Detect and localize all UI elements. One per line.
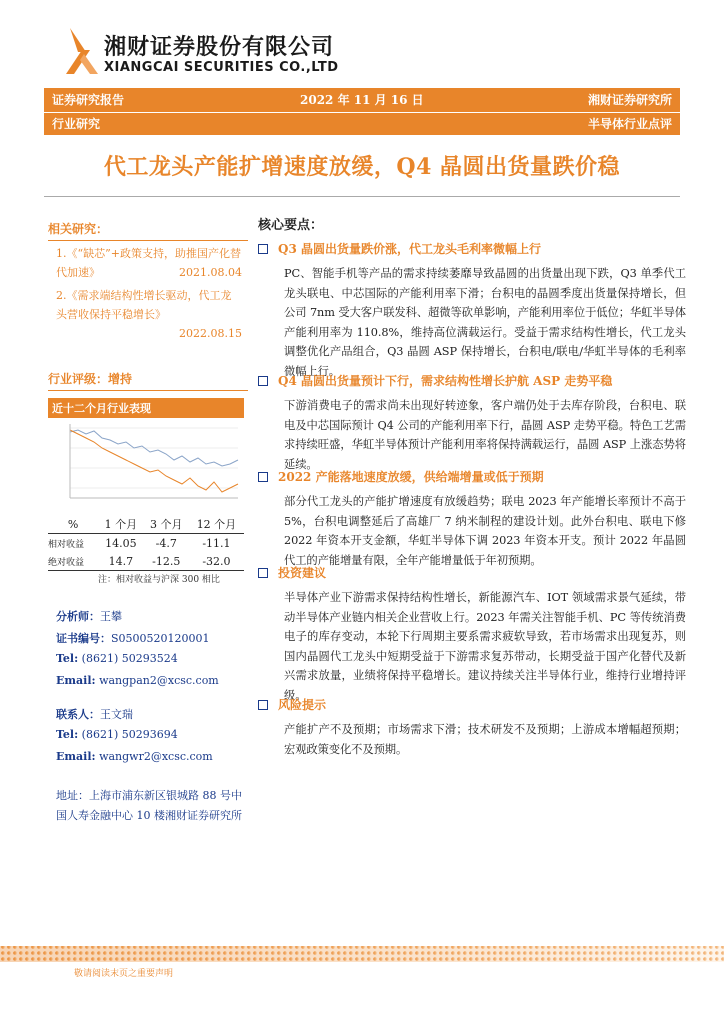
table-cell: 14.05 <box>105 536 137 550</box>
analyst-tel: (8621) 50293524 <box>81 652 178 665</box>
related-item[interactable] <box>56 286 242 343</box>
header-band-top <box>44 88 680 112</box>
square-bullet-icon <box>258 700 268 710</box>
analyst-label: 分析师： <box>56 610 100 623</box>
section-body: 部分代工龙头的产能扩增速度有放缓趋势；联电 2023 年产能增长率预计不高于 5%，台积电调整延后了高雄厂 7 纳米制程的建设计划。此外台积电、联电下修 2022 年资本开支金额，华虹半导体下调 2023 年资本开支。预计 2022 年晶圆代工的产能增量有限，全年产能增量低于年初预期。 <box>284 495 686 567</box>
table-row-label: 相对收益 <box>48 539 85 550</box>
related-research-header <box>48 218 248 241</box>
analyst-name: 王攀 <box>100 610 122 623</box>
page-title: 代工龙头产能扩增速度放缓，Q4 晶圆出货量跌价稳 <box>103 154 621 180</box>
section-body: 下游消费电子的需求尚未出现好转迹象，客户端仍处于去库存阶段，台积电、联电及中芯国际预计 Q4 公司的产能利用率下行，晶圆 ASP 走势平稳。特色工艺需求持续旺盛，华虹半导体预计产能利用率将保持满载运行，晶圆 ASP 上涨态势将延续。 <box>284 399 686 471</box>
table-cell: -32.0 <box>189 552 244 571</box>
section-body: PC、智能手机等产品的需求持续萎靡导致晶圆的出货量出现下跌，Q3 单季代工龙头联电、中芯国际的产能利用率下滑；台积电的晶圆季度出货量保持增长，但公司 7nm 受大客户联发科、超微等砍单影响，产能利用率位于低位；华虹半导体产能利用率为 110.8%，维持高位满载运行。受益于需求结构性增长，代工龙头调整优化产品组合，Q3 晶圆 ASP 保持增长，台积电/联电/华虹半导体的毛利率微幅上行。 <box>284 267 686 378</box>
related-item-date: 2021.08.04 <box>179 266 242 279</box>
performance-chart-plot <box>48 418 244 508</box>
section-heading: 投资建议 <box>258 564 686 582</box>
table-header-row <box>48 515 244 534</box>
table-cell: -11.1 <box>202 536 231 550</box>
table-cell: -12.5 <box>144 552 189 571</box>
contact-label: 联系人： <box>56 708 100 721</box>
institute: 湘财证券研究所 <box>587 93 672 107</box>
company-logo <box>64 26 100 78</box>
section <box>258 564 686 705</box>
section <box>258 468 686 570</box>
table-header-cell: 3 个月 <box>144 515 189 534</box>
report-type: 证券研究报告 <box>52 93 125 107</box>
analyst-cert-line <box>56 630 210 646</box>
square-bullet-icon <box>258 472 268 482</box>
core-points-title: 核心要点： <box>258 218 324 233</box>
section <box>258 372 686 474</box>
contact-email[interactable]: wangwr2@xcsc.com <box>99 750 213 763</box>
sector-line <box>70 430 238 492</box>
analyst-email-line <box>56 674 219 687</box>
title-divider <box>44 196 680 197</box>
performance-chart <box>48 398 244 510</box>
performance-table <box>48 515 244 571</box>
analyst-email[interactable]: wangpan2@xcsc.com <box>99 674 219 687</box>
section-heading: Q4 晶圆出货量预计下行，需求结构性增长护航 ASP 走势平稳 <box>258 372 686 390</box>
table-header-cell: 1 个月 <box>98 515 143 534</box>
square-bullet-icon <box>258 244 268 254</box>
square-bullet-icon <box>258 376 268 386</box>
table-header-cell: % <box>48 515 98 534</box>
related-item-date: 2022.08.15 <box>179 327 242 340</box>
contact-email-line <box>56 750 213 763</box>
rating-header <box>48 368 248 391</box>
section-heading: 2022 产能落地速度放缓，供给端增量或低于预期 <box>258 468 686 486</box>
section-heading: Q3 晶圆出货量跌价涨，代工龙头毛利率微幅上行 <box>258 240 686 258</box>
square-bullet-icon <box>258 568 268 578</box>
table-cell: -4.7 <box>155 536 177 550</box>
contact-name: 王文瑞 <box>100 708 133 721</box>
report-date: 2022 年 11 月 16 日 <box>300 93 424 107</box>
category: 行业研究 <box>52 117 101 131</box>
related-item-text: 2.《需求端结构性增长驱动，代工龙头营收保持平稳增长》 <box>56 289 232 321</box>
related-item-text: 1.《“缺芯”+政策支持，助推国产化替代加速》 <box>56 247 241 279</box>
tel-label: Tel: <box>56 728 79 741</box>
contact-tel-line <box>56 728 178 741</box>
header-band-bottom <box>44 113 680 135</box>
footer-dot-band <box>0 944 724 964</box>
tel-label: Tel: <box>56 652 79 665</box>
table-row <box>48 552 244 571</box>
email-label: Email: <box>56 674 96 687</box>
table-row <box>48 534 244 553</box>
section-body: 半导体产业下游需求保持结构性增长，新能源汽车、IOT 领域需求景气延续，带动半导体产业链内相关企业营收上行。2023 年需关注智能手机、PC 等传统消费电子的库存变动，本轮下行周期主要系需求疲软导致，若市场需求出现复苏，则国内晶圆代工龙头中短期受益于下游需求复苏带动，长期受益于国产化替代及新兴需求放量，业绩将保持平稳增长。建议持续关注半导体行业，维持行业增持评级。 <box>284 591 686 702</box>
related-item[interactable] <box>56 244 242 282</box>
chart-title: 近十二个月行业表现 <box>48 400 244 418</box>
related-research-title: 相关研究： <box>48 222 109 236</box>
company-name-cn: 湘财证券股份有限公司 <box>104 35 335 60</box>
footer-disclaimer: 敬请阅读末页之重要声明 <box>74 969 174 979</box>
section-heading: 风险提示 <box>258 696 686 714</box>
contact-name-line <box>56 706 133 722</box>
table-header-cell: 12 个月 <box>189 515 244 534</box>
section-body: 产能扩产不及预期；市场需求下滑；技术研发不及预期；上游成本增幅超预期；宏观政策变化不及预期。 <box>284 723 686 756</box>
sub-category: 半导体行业点评 <box>587 117 672 131</box>
table-cell: 14.7 <box>98 552 143 571</box>
analyst-tel-line <box>56 652 178 665</box>
cert-label: 证书编号： <box>56 632 111 645</box>
address: 地址：上海市浦东新区银城路 88 号中国人寿金融中心 10 楼湘财证券研究所 <box>56 789 242 822</box>
section <box>258 696 686 759</box>
analyst-cert: S0500520120001 <box>111 632 210 645</box>
analyst-name-line <box>56 608 122 624</box>
industry-rating: 行业评级：增持 <box>48 372 133 386</box>
contact-tel: (8621) 50293694 <box>81 728 178 741</box>
email-label: Email: <box>56 750 96 763</box>
table-note: 注：相对收益与沪深 300 相比 <box>98 575 220 585</box>
section <box>258 240 686 381</box>
company-name-en: XIANGCAI SECURITIES CO.,LTD <box>104 60 339 75</box>
table-row-label: 绝对收益 <box>48 552 98 571</box>
